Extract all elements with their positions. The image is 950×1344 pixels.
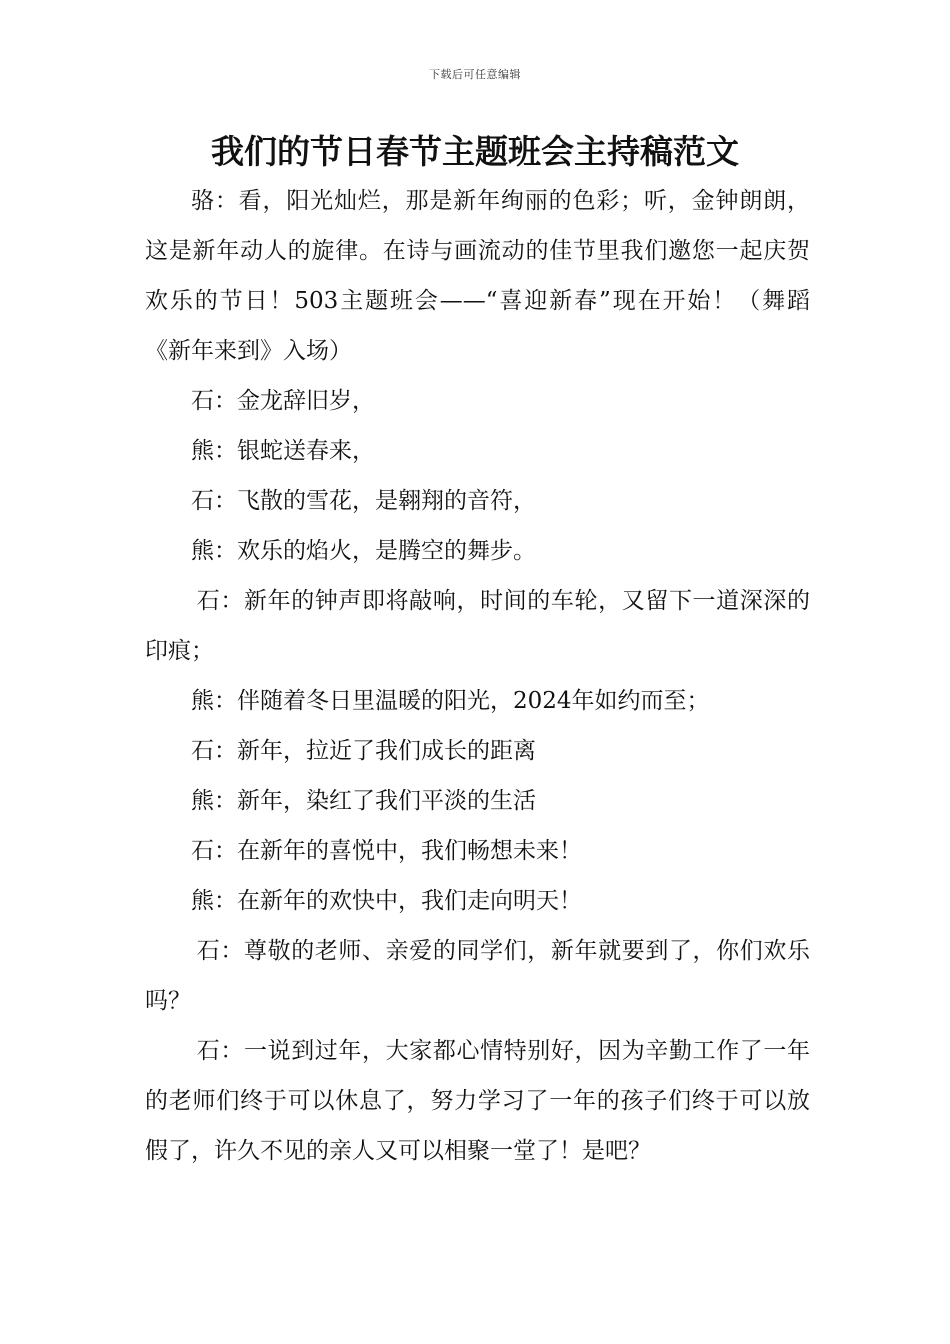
paragraph-line: 石：尊敬的老师、亲爱的同学们，新年就要到了，你们欢乐吗？ — [145, 938, 810, 1014]
document-body — [145, 176, 810, 1176]
paragraph-line: 熊：在新年的欢快中，我们走向明天！ — [191, 888, 582, 914]
paragraph-line: 熊：欢乐的焰火，是腾空的舞步。 — [191, 538, 536, 564]
paragraph-opening: 骆：看，阳光灿烂，那是新年绚丽的色彩；听，金钟朗朗，这是新年动人的旋律。在诗与画流动的佳节里我们邀您一起庆贺欢乐的节日！503主题班会——“喜迎新春”现在开始！（舞蹈《新年来到》入场） — [145, 188, 810, 364]
paragraph-line: 熊：银蛇送春来， — [191, 438, 375, 464]
paragraph-line: 熊：伴随着冬日里温暖的阳光，2024年如约而至； — [191, 688, 710, 714]
paragraph-line: 石：新年，拉近了我们成长的距离 — [191, 738, 536, 764]
paragraph-line: 熊：新年，染红了我们平淡的生活 — [191, 788, 536, 814]
paragraph-line: 石：新年的钟声即将敲响，时间的车轮，又留下一道深深的印痕； — [145, 588, 810, 664]
page-title: 我们的节日春节主题班会主持稿范文 — [211, 132, 739, 171]
paragraph-line: 石：一说到过年，大家都心情特别好，因为辛勤工作了一年的老师们终于可以休息了，努力学习了一年的孩子们终于可以放假了，许久不见的亲人又可以相聚一堂了！是吧？ — [145, 1038, 810, 1164]
paragraph-line: 石：飞散的雪花，是翱翔的音符， — [191, 488, 536, 514]
header-note: 下载后可任意编辑 — [429, 68, 521, 81]
paragraph-line: 石：金龙辞旧岁， — [191, 388, 375, 414]
paragraph-line: 石：在新年的喜悦中，我们畅想未来！ — [191, 838, 582, 864]
